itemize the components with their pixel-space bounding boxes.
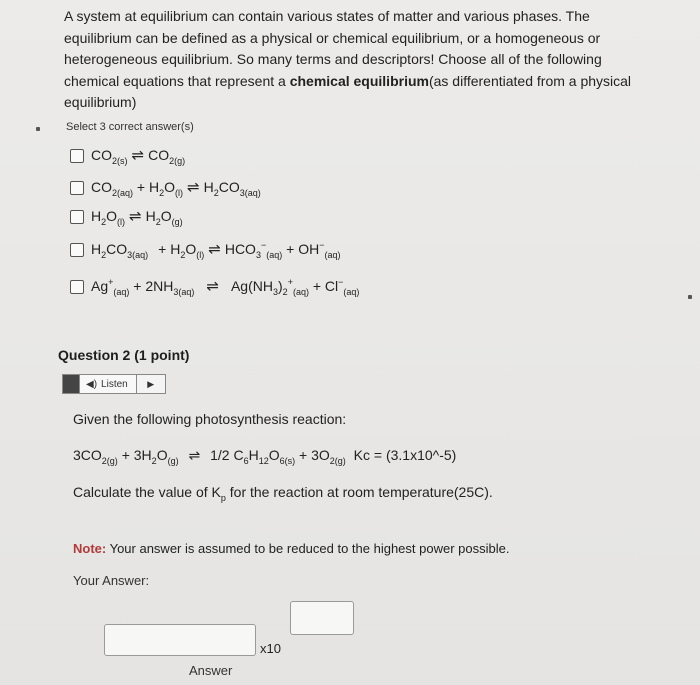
option-3[interactable] <box>70 207 183 227</box>
answer-input[interactable] <box>104 624 256 656</box>
reaction-text: + 3O <box>295 447 330 463</box>
exponent-input[interactable] <box>290 601 354 635</box>
answer-label: Answer <box>189 663 233 678</box>
reaction-text: H <box>248 447 259 463</box>
option-3-equation: $H_2O_{(l)}$ ⇌ $H_2O_{(g)}$ <box>91 208 183 227</box>
decorative-dot <box>688 295 692 299</box>
kc-value: Kc = (3.1x10^-5) <box>353 447 457 463</box>
reaction-sub: 2(g) <box>101 456 118 466</box>
speaker-icon: ◀) <box>86 378 98 390</box>
reaction-text: O <box>156 447 168 463</box>
option-5-checkbox[interactable] <box>70 280 84 294</box>
option-4-checkbox[interactable] <box>70 243 84 257</box>
play-icon: ▶ <box>147 378 155 389</box>
option-1[interactable] <box>70 146 185 166</box>
option-5[interactable] <box>70 277 359 297</box>
calc-sub: p <box>220 493 226 503</box>
reaction-text: 3CO <box>73 447 102 463</box>
listen-toolbar <box>62 374 166 394</box>
reaction-sub: 2 <box>151 456 157 466</box>
multiplier-label: x10 <box>260 641 281 656</box>
question2-title: Question 2 (1 point) <box>58 347 190 363</box>
option-5-equation: $Ag^+_{(aq)} + 2NH_{3(aq)}$ ⇌ $Ag(NH_3)_2^+_{(aq)} + Cl^-_{(aq)}$ <box>91 277 360 297</box>
reaction-text: O <box>268 447 280 463</box>
play-button[interactable] <box>136 375 165 393</box>
calc-text-end: for the reaction at room temperature(25C). <box>225 484 493 500</box>
prompt-text-end: (as differentiated from a physical equilibrium) <box>64 72 632 110</box>
note <box>73 541 509 556</box>
reaction-sub: (g) <box>167 456 179 466</box>
option-2-equation: $CO_{2(aq)} + H_2O_{(l)}$ ⇌ $H_2CO_{3(aq)}$ <box>91 179 261 198</box>
option-2[interactable] <box>70 178 261 198</box>
prompt-bold-text: chemical equilibrium <box>289 72 429 89</box>
your-answer-label: Your Answer: <box>73 573 150 588</box>
decorative-dot <box>36 127 40 131</box>
question1-prompt <box>64 6 654 114</box>
reaction-sub: 12 <box>258 456 269 466</box>
option-2-checkbox[interactable] <box>70 181 84 195</box>
option-4[interactable] <box>70 240 341 260</box>
prompt-text: A system at equilibrium can contain various states of matter and various phases. The equilibrium can be defined as a physical or chemical equilibrium, or a homogeneous or heterogeneous equilibrium. So many terms and descriptors! Choose all of the following chemical equations that represent a <box>64 8 602 89</box>
calc-instruction <box>73 484 493 503</box>
reaction-text: 1/2 C <box>210 447 244 463</box>
listen-label: Listen <box>101 378 128 390</box>
reaction-equation <box>73 447 456 466</box>
option-1-equation: $CO_{2(s)}$ ⇌ $CO_{2(g)}$ <box>91 147 186 166</box>
note-text: Your answer is assumed to be reduced to the highest power possible. <box>106 541 510 556</box>
equilibrium-arrow-icon: ⇌ <box>188 447 201 463</box>
listen-button[interactable] <box>79 375 136 393</box>
select-hint: Select 3 correct answer(s) <box>66 121 194 133</box>
reaction-text: + 3H <box>117 447 152 463</box>
option-1-checkbox[interactable] <box>70 149 84 163</box>
reaction-sub: 6(s) <box>279 456 296 466</box>
note-label: Note: <box>73 541 107 556</box>
reaction-sub: 2(g) <box>329 456 346 466</box>
reaction-sub: 6 <box>243 456 249 466</box>
option-3-checkbox[interactable] <box>70 210 84 224</box>
audio-icon <box>63 375 79 393</box>
calc-text: Calculate the value of K <box>73 484 221 500</box>
question2-intro: Given the following photosynthesis reaction: <box>73 411 347 427</box>
option-4-equation: $H_2CO_{3(aq)} + H_2O_{(l)}$ ⇌ $HCO_3^-_{(aq)} + OH^-_{(aq)}$ <box>91 240 341 260</box>
